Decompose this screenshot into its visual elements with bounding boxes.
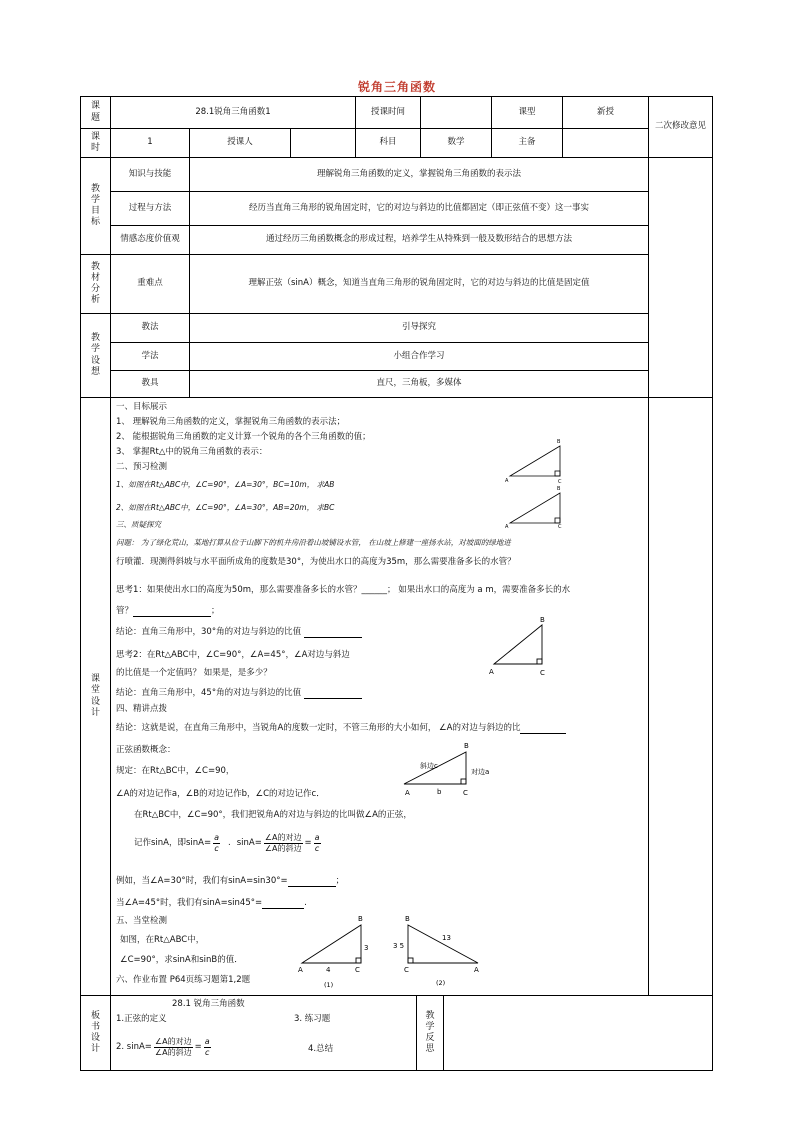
preview-q2: 2、如图在Rt△ABC中，∠C=90°，∠A=30°，AB=20m， 求BC <box>116 503 335 512</box>
design-text-2: 小组合作学习 <box>189 342 649 371</box>
design-label: 教学设想 <box>80 313 111 398</box>
triangle-check-2 <box>408 925 478 963</box>
section-explain-title: 四、精讲点拨 <box>116 704 168 714</box>
type-label: 课型 <box>491 96 563 129</box>
goal-item-2: 2、 能根据锐角三角函数的定义计算一个锐角的各个三角函数的值； <box>116 432 371 442</box>
section-inquiry-title: 三、质疑探究 <box>116 520 161 529</box>
check2-label-C: C <box>404 966 409 974</box>
analysis-text: 理解正弦（sinA）概念，知道当直角三角形的锐角固定时，它的对边与斜边的比值是固定值 <box>189 254 649 314</box>
design-name-3: 教具 <box>110 370 190 398</box>
design-text-3: 直尺，三角板，多媒体 <box>189 370 649 398</box>
design-text-1: 引导探究 <box>189 313 649 343</box>
page-title: 锐角三角函数 <box>357 80 436 94</box>
analysis-name: 重难点 <box>110 254 190 314</box>
think1-line-2: 管？ ； <box>116 606 220 616</box>
board-label: 板书设计 <box>80 995 111 1071</box>
think2-line-1: 思考2：在Rt△ABC中，∠C=90°，∠A=45°，∠A对边与斜边 <box>116 650 350 660</box>
sine-concept: 正弦函数概念： <box>116 745 176 755</box>
check1-side: 3 <box>364 944 369 952</box>
fig4-label-C: C <box>463 789 468 797</box>
rule-line-1: 规定：在Rt△BC中，∠C=90， <box>116 766 235 776</box>
triangle-fig-1 <box>510 446 560 476</box>
check-line-1: 如图，在Rt△ABC中， <box>120 935 205 945</box>
section-goals-title: 一、目标展示 <box>116 402 168 412</box>
check1-caption: (1) <box>324 981 334 989</box>
type-value: 新授 <box>562 96 649 129</box>
check2-left: 3 5 <box>393 942 405 950</box>
think1-line-1: 思考1：如果使出水口的高度为50m，那么需要准备多长的水管？______； 如果出水口的高度为 a m，需要准备多长的水 <box>116 585 571 595</box>
think2-line-2: 的比值是一个定值吗？ 如果是，是多少？ <box>116 668 272 678</box>
goal-item-1: 1、 理解锐角三角函数的定义，掌握锐角三角函数的表示法； <box>116 417 346 427</box>
fig1-label-C: C <box>558 479 562 485</box>
check2-label-A: A <box>474 966 479 974</box>
check2-hyp: 13 <box>442 934 451 942</box>
board-item-1: 1.正弦的定义 <box>116 1014 167 1024</box>
goal-name-1: 知识与技能 <box>110 157 190 192</box>
problem-line-1: 问题： 为了绿化荒山，某地打算从位于山脚下的机井房沿着山坡铺设水管， 在山坡上修建一座扬水站，对坡面的绿地进 <box>116 538 511 547</box>
sine-definition: 在Rt△BC中，∠C=90°，我们把锐角A的对边与斜边的比叫做∠A的正弦， <box>134 810 412 820</box>
subject-label: 科目 <box>355 128 421 158</box>
fig1-label-B: B <box>557 439 561 445</box>
revise-label: 二次修改意见 <box>648 96 713 158</box>
analysis-label: 教材分析 <box>80 254 111 314</box>
goal-text-1: 理解锐角三角函数的定义，掌握锐角三角函数的表示法 <box>189 157 649 192</box>
board-item-2: 2. sinA= $\frac{\text{∠A的对边}}{\text{∠A的斜边}}$ = $\frac{a}{c}$ <box>116 1037 210 1057</box>
board-item-3: 3. 练习题 <box>294 1014 331 1024</box>
fig4-label-hyp: 斜边c <box>420 762 438 770</box>
conclusion-general: 结论：这就是说，在直角三角形中，当锐角A的度数一定时，不管三角形的大小如何， ∠A的对边与斜边的比 <box>116 723 566 734</box>
goal-name-3: 情感态度价值观 <box>110 225 190 255</box>
triangle-check-1 <box>302 925 361 963</box>
section-check-title: 五、当堂检测 <box>116 916 168 926</box>
goal-name-2: 过程与方法 <box>110 191 190 226</box>
goal-text-3: 通过经历三角函数概念的形成过程，培养学生从特殊到一般及数形结合的思想方法 <box>189 225 649 255</box>
fig3-label-A: A <box>489 668 494 676</box>
triangle-fig-2 <box>510 493 560 523</box>
sine-formula: 记作sinA，即sinA= $\frac{a}{c}$ . sinA= $\frac{\text{∠A的对边}}{\text{∠A的斜边}}$ = $\frac{a}{c}$ <box>134 833 320 853</box>
design-name-1: 教法 <box>110 313 190 343</box>
problem-line-2: 行喷灌．现测得斜坡与水平面所成角的度数是30°，为使出水口的高度为35m，那么需要准备多长的水管？ <box>116 557 516 567</box>
fig4-label-adj: b <box>437 788 442 796</box>
fig3-label-C: C <box>540 669 545 677</box>
preview-q1: 1、如图在Rt△ABC中，∠C=90°，∠A=30°，BC=10m， 求AB <box>116 480 335 489</box>
goal-item-3: 3、 掌握Rt△中的锐角三角函数的表示： <box>116 447 268 457</box>
reflect-label: 教学反思 <box>416 995 444 1071</box>
fig2-label-A: A <box>505 524 509 530</box>
fig4-label-opp: 对边a <box>471 768 490 776</box>
check-line-2: ∠C=90°，求sinA和sinB的值． <box>120 955 243 965</box>
time-label: 授课时间 <box>355 96 421 129</box>
board-item-4: 4.总结 <box>308 1044 334 1054</box>
goal-text-2: 经历当直角三角形的锐角固定时，它的对边与斜边的比值都固定（即正弦值不变）这一事实 <box>189 191 649 226</box>
teacher-label: 授课人 <box>189 128 291 158</box>
rule-line-2: ∠A的对边记作a，∠B的对边记作b，∠C的对边记作c． <box>116 789 325 799</box>
goals-label: 教学目标 <box>80 157 111 255</box>
design-name-2: 学法 <box>110 342 190 371</box>
topic-value: 28.1锐角三角函数1 <box>110 96 356 129</box>
conclusion-45: 结论：直角三角形中，45°角的对边与斜边的比值 <box>116 688 362 699</box>
classroom-label: 课堂设计 <box>80 397 111 996</box>
main-label: 主备 <box>491 128 563 158</box>
conclusion-30: 结论：直角三角形中，30°角的对边与斜边的比值 <box>116 627 362 638</box>
section-preview-title: 二、预习检测 <box>116 462 168 472</box>
board-title: 28.1 锐角三角函数 <box>172 999 245 1009</box>
fig3-label-B: B <box>540 616 545 624</box>
check2-caption: (2) <box>436 979 446 987</box>
hours-value: 1 <box>110 128 190 158</box>
check1-label-B: B <box>358 915 363 923</box>
homework: 六、作业布置 P64页练习题第1,2题 <box>116 975 251 985</box>
check1-label-A: A <box>298 966 303 974</box>
subject-value: 数学 <box>420 128 492 158</box>
row-label-topic: 课题 <box>80 96 111 129</box>
check2-label-B: B <box>405 915 410 923</box>
row-label-hours: 课时 <box>80 128 111 158</box>
fig4-label-A: A <box>405 789 410 797</box>
check1-label-C: C <box>355 966 360 974</box>
fig1-label-A: A <box>505 478 509 484</box>
example-30: 例如，当∠A=30°时，我们有sinA=sin30°= ； <box>116 876 345 886</box>
fig2-label-B: B <box>557 486 561 492</box>
example-45: 当∠A=45°时，我们有sinA=sin45°= . <box>116 898 307 908</box>
triangle-fig-3 <box>494 625 542 664</box>
fig2-label-C: C <box>558 524 562 530</box>
fig4-label-B: B <box>464 742 469 750</box>
check1-base: 4 <box>326 966 331 974</box>
